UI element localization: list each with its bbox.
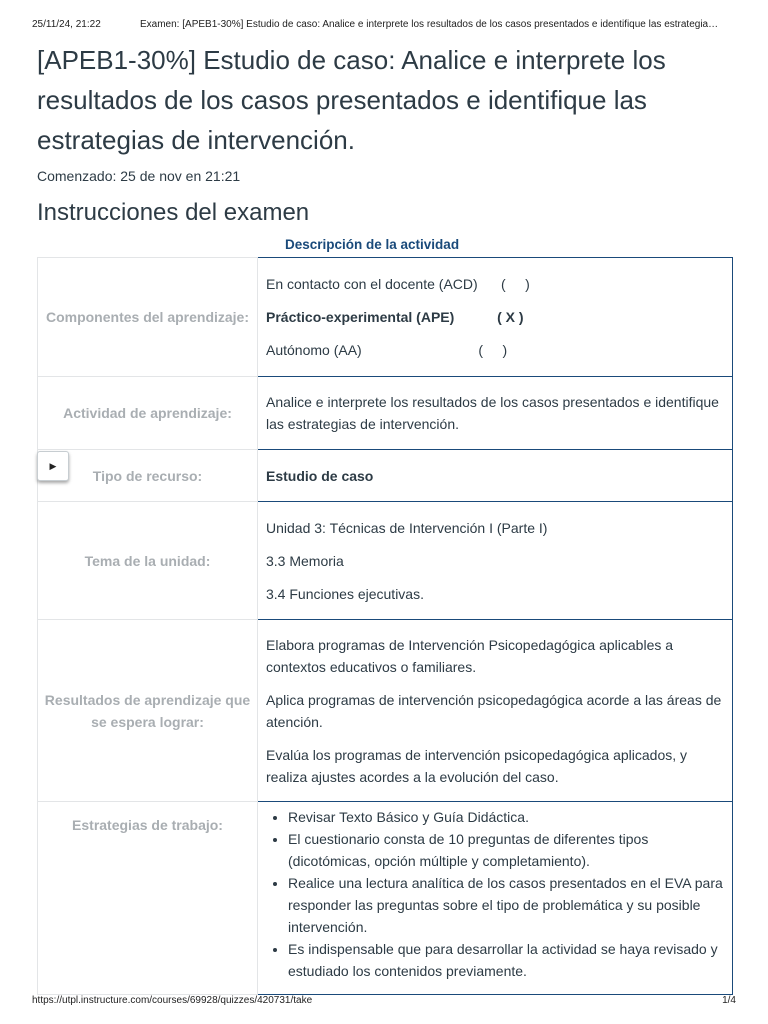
print-page-number: 1/4 [722,995,736,1006]
row-label: Actividad de aprendizaje: [38,377,258,450]
instructions-heading: Instrucciones del examen [37,199,310,226]
table-row-unit [38,502,733,620]
row-label: Tema de la unidad: [38,502,258,620]
print-url: https://utpl.instructure.com/courses/69928/quizzes/420731/take [32,995,313,1006]
row-label: Tipo de recurso: [38,450,258,502]
row-label: Resultados de aprendizaje que se espera lograr: [38,620,258,802]
row-value [258,502,733,620]
row-label: Componentes del aprendizaje: [38,258,258,377]
play-button[interactable] [37,451,69,481]
quiz-content [37,40,737,230]
table-row-outcomes [38,620,733,802]
activity-description-table [37,257,733,995]
quiz-started-time: Comenzado: 25 de nov en 21:21 [37,168,241,184]
row-value: Estudio de caso [258,450,733,502]
unit-topic: 3.3 Memoria [266,552,344,569]
print-footer [0,990,768,1024]
row-value [258,620,733,802]
unit-title: Unidad 3: Técnicas de Intervención I (Parte I) [266,519,548,536]
activity-table-caption: Descripción de la actividad [285,237,460,252]
row-value [258,258,733,377]
list-item: • El cuestionario consta de 10 preguntas de diferentes tipos (dicotómicas, opción múltiple y completamiento). [288,828,724,872]
print-page-title: Examen: [APEB1-30%] Estudio de caso: Analice e interprete los resultados de los casos presentados e identifique las estrategia… [140,19,719,30]
table-row-components [38,258,733,377]
list-item: • Revisar Texto Básico y Guía Didáctica. [288,806,724,828]
table-row-resource [38,450,733,502]
quiz-title: [APEB1-30%] Estudio de caso: Analice e interprete los resultados de los casos presentados e identifique las estrategias de intervención. [37,45,666,155]
row-label: Estrategias de trabajo: [38,802,258,995]
print-header [0,0,768,40]
outcome-item: Elabora programas de Intervención Psicopedagógica aplicables a contextos educativos o familiares. [266,636,674,675]
outcome-item: Evalúa los programas de intervención psicopedagógica aplicados, y realiza ajustes acordes a la evolución del caso. [266,746,688,785]
print-date: 25/11/24, 21:22 [32,19,101,30]
row-value: Analice e interprete los resultados de los casos presentados e identifique las estrategias de intervención. [258,377,733,450]
component-aa: Autónomo (AA) ( ) [266,342,508,358]
list-item: • Realice una lectura analítica de los casos presentados en el EVA para responder las preguntas sobre el tipo de problemática y su posible intervención. [288,872,724,938]
outcome-item: Aplica programas de intervención psicopedagógica acorde a las áreas de atención. [266,691,722,730]
component-acd: En contacto con el docente (ACD) ( ) [266,276,530,292]
list-item: • Es indispensable que para desarrollar la actividad se haya revisado y estudiado los contenidos previamente. [288,938,724,982]
strategies-list [266,806,724,982]
table-row-strategies [38,802,733,995]
row-value [258,802,733,995]
unit-topic: 3.4 Funciones ejecutivas. [266,585,424,602]
component-ape: Práctico-experimental (APE) ( X ) [266,309,524,325]
table-row-activity [38,377,733,450]
play-icon: ▶ [49,460,57,471]
